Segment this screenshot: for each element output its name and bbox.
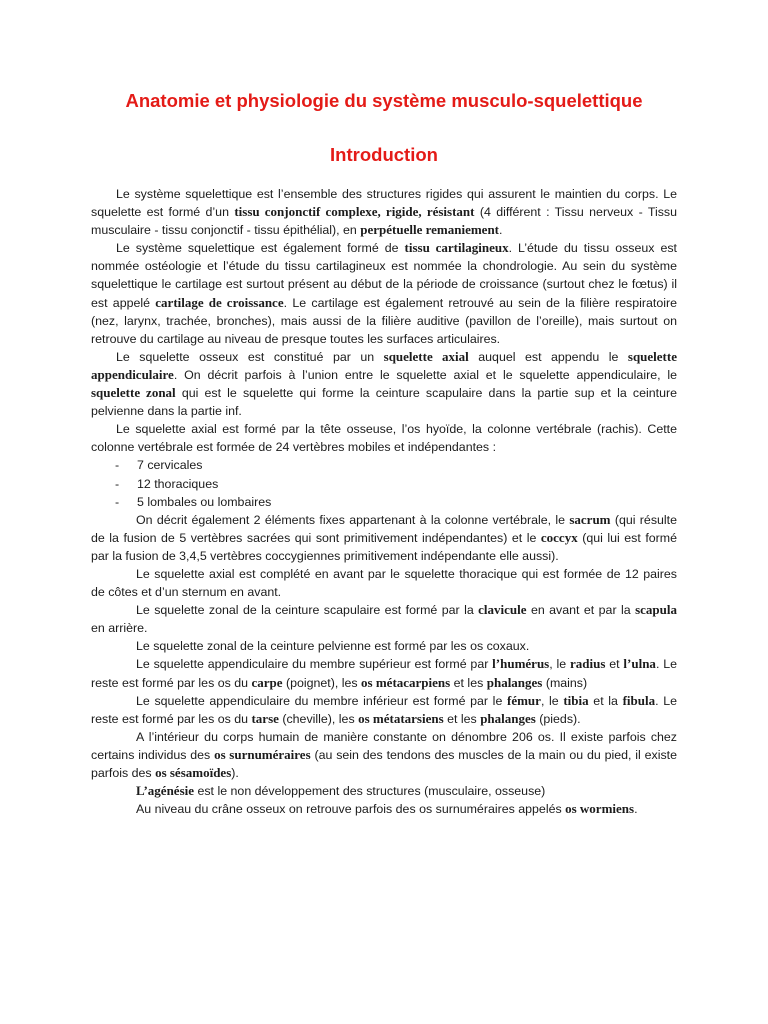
bold-term: coccyx: [540, 529, 578, 545]
list-item: - 5 lombales ou lombaires: [115, 494, 272, 509]
paragraph: Le squelette appendiculaire du membre supérieur est formé par l’humérus, le radius et l’ulna. Le reste est formé par les os du carpe (poignet), les os métacarpiens et les phalanges (mains): [91, 656, 677, 690]
vertebrae-list: [91, 456, 677, 510]
bold-term: phalanges: [486, 674, 543, 690]
paragraph: Le squelette osseux est constitué par un squelette axial auquel est appendu le squelette appendiculaire. On décrit parfois à l’union entre le squelette axial et le squelette appendiculaire, le squelette zonal qui est le squelette qui forme la ceinture scapulaire dans la partie sup et la ceinture pelvienne dans la partie inf.: [91, 348, 677, 419]
bold-term: carpe: [251, 674, 283, 690]
paragraph: L’agénésie est le non développement des structures (musculaire, osseuse): [136, 783, 546, 799]
bold-term: squelette axial: [383, 348, 469, 364]
bold-term: clavicule: [478, 602, 527, 618]
paragraph: Le squelette zonal de la ceinture scapulaire est formé par la clavicule en avant et par la scapula en arrière.: [91, 602, 677, 636]
bold-term: tarse: [251, 710, 279, 726]
list-item: - 7 cervicales: [115, 458, 203, 473]
paragraph: A l’intérieur du corps humain de manière constante on dénombre 206 os. Il existe parfois chez certains individus des os surnuméraires (au sein des tendons des muscles de la main ou du pied, il existe parfois des os sésamoïdes).: [91, 729, 677, 780]
list-item: - 12 thoraciques: [115, 476, 219, 491]
paragraph: Le squelette appendiculaire du membre inférieur est formé par le fémur, le tibia et la fibula. Le reste est formé par les os du tarse (cheville), les os métatarsiens et les phalanges (pieds).: [91, 692, 677, 726]
paragraph: Le système squelettique est l’ensemble des structures rigides qui assurent le maintien du corps. Le squelette est formé d’un tissu conjonctif complexe, rigide, résistant (4 différent : Tissu nerveux - Tissu musculaire - tissu conjonctif - tissu épithélial), en perpétuelle remaniement.: [91, 187, 677, 238]
document-title: Anatomie et physiologie du système musculo-squelettique: [125, 90, 643, 111]
paragraph: Au niveau du crâne osseux on retrouve parfois des os surnuméraires appelés os wormiens.: [136, 801, 638, 817]
bold-term: sacrum: [569, 511, 611, 527]
bold-term: os surnuméraires: [214, 746, 311, 762]
bold-term: L’agénésie: [136, 783, 195, 799]
bold-term: squelette appendiculaire: [91, 348, 677, 382]
bold-term: fémur: [507, 692, 541, 708]
paragraph: Le squelette axial est complété en avant par le squelette thoracique qui est formée de 12 paires de côtes et d’un sternum en avant.: [91, 566, 677, 600]
bold-term: squelette zonal: [91, 385, 176, 401]
bold-term: os wormiens: [565, 801, 635, 817]
document-body: [91, 185, 677, 818]
bold-term: radius: [570, 656, 606, 672]
bold-term: tissu conjonctif complexe, rigide, résistant: [234, 204, 475, 220]
paragraph: Le système squelettique est également formé de tissu cartilagineux. L’étude du tissu osseux est nommée ostéologie et l’étude du tissu cartilagineux est nommée la chondrologie. Au sein du système squelettique le cartilage est surtout présent au début de la période de croissance (surtout chez le fœtus) il est appelé cartilage de croissance. Le cartilage est également retrouvé au sein de la filière respiratoire (nez, larynx, trachée, bronches), mais aussi de la filière auditive (pavillon de l’oreille), mais surtout on retrouve du cartilage au niveau de presque toutes les surfaces articulaires.: [91, 240, 677, 346]
bold-term: fibula: [622, 692, 656, 708]
paragraph: On décrit également 2 éléments fixes appartenant à la colonne vertébrale, le sacrum (qui résulte de la fusion de 5 vertèbres sacrées qui sont primitivement indépendantes) et le coccyx (qui lui est formé par la fusion de 3,4,5 vertèbres coccygiennes primitivement indépendante elle aussi).: [91, 511, 678, 563]
paragraph: Le squelette axial est formé par la tête osseuse, l’os hyoïde, la colonne vertébrale (rachis). Cette colonne vertébrale est formée de 24 vertèbres mobiles et indépendantes :: [91, 422, 677, 455]
bold-term: os métacarpiens: [361, 674, 451, 690]
bold-term: tissu cartilagineux: [404, 240, 509, 256]
paragraph: Le squelette zonal de la ceinture pelvienne est formé par les os coxaux.: [136, 639, 530, 654]
bold-term: tibia: [563, 692, 589, 708]
bold-term: os métatarsiens: [358, 710, 444, 726]
bold-term: phalanges: [480, 710, 536, 726]
section-heading: Introduction: [330, 144, 438, 165]
bold-term: perpétuelle remaniement: [360, 222, 500, 238]
bold-term: l’ulna: [623, 656, 656, 672]
bold-term: os sésamoïdes: [155, 765, 232, 780]
bold-term: scapula: [635, 602, 677, 618]
bold-term: l’humérus: [492, 656, 550, 672]
bold-term: cartilage de croissance: [155, 294, 284, 310]
